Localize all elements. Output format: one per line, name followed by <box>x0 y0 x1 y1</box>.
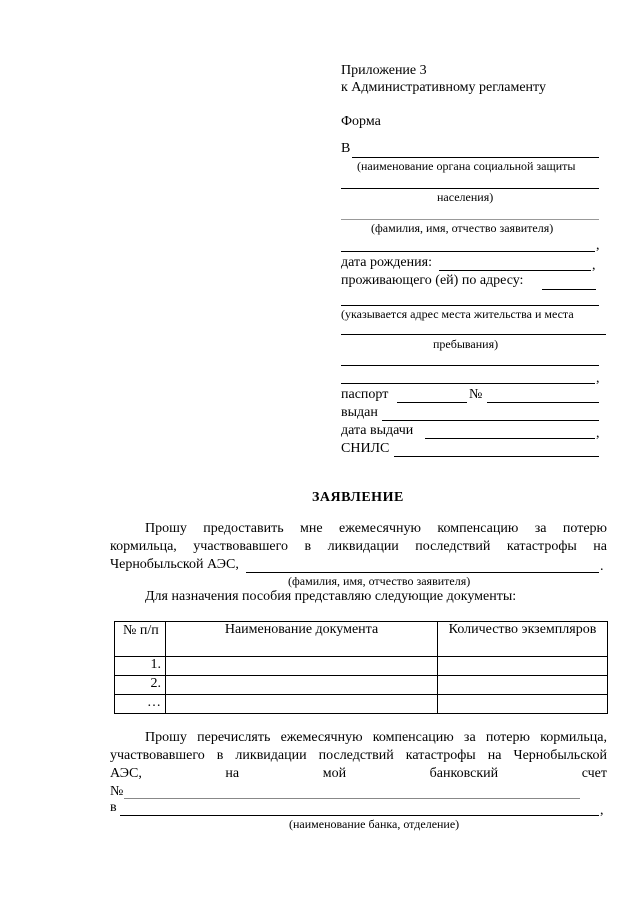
row-num: 1. <box>115 657 166 676</box>
organ-hint-1: (наименование органа социальной защиты <box>357 159 576 173</box>
bank-prefix: в <box>110 800 117 815</box>
comma: , <box>592 258 596 273</box>
comma: , <box>596 371 600 386</box>
period: . <box>600 559 604 574</box>
snils-field[interactable] <box>394 456 599 457</box>
address-field-3[interactable] <box>341 365 599 366</box>
documents-table <box>114 621 608 714</box>
issued-field[interactable] <box>382 420 599 421</box>
organ-hint-2: населения) <box>437 190 494 204</box>
header-count: Количество экземпляров <box>438 622 608 657</box>
account-number-field[interactable] <box>124 798 580 799</box>
applicant-name-field-2[interactable] <box>341 251 595 252</box>
regulation-label: к Административному регламенту <box>341 80 546 95</box>
document-title: ЗАЯВЛЕНИЕ <box>312 490 404 505</box>
docs-intro: Для назначения пособия представляю следующие документы: <box>145 589 517 604</box>
number-sign: № <box>469 387 483 402</box>
para1-line3: Чернобыльской АЭС, <box>110 557 239 572</box>
row-doc-count[interactable] <box>438 657 608 676</box>
table-row <box>115 657 608 676</box>
form-label: Форма <box>341 114 381 129</box>
birth-date-field[interactable] <box>439 270 591 271</box>
address-field[interactable] <box>341 305 599 306</box>
organ-field-2[interactable] <box>341 188 599 189</box>
comma: , <box>596 426 600 441</box>
bank-hint: (наименование банка, отделение) <box>289 817 460 831</box>
to-prefix: В <box>341 141 351 156</box>
passport-number-field[interactable] <box>487 402 599 403</box>
table-row <box>115 695 608 714</box>
para1-line2: кормильца, участвовавшего в ликвидации последствий катастрофы на <box>110 539 607 554</box>
issued-label: выдан <box>341 405 378 420</box>
comma: , <box>596 238 600 253</box>
row-doc-count[interactable] <box>438 676 608 695</box>
address-field-2[interactable] <box>341 334 606 335</box>
issue-date-field[interactable] <box>425 438 595 439</box>
address-field-4[interactable] <box>341 383 595 384</box>
row-num: … <box>115 695 166 714</box>
header-name: Наименование документа <box>166 622 438 657</box>
applicant-name-body-field[interactable] <box>246 572 599 573</box>
para2-line3: АЭС, на мой банковский счет <box>110 766 607 781</box>
account-prefix: № <box>110 784 124 799</box>
para1-line1: Прошу предоставить мне ежемесячную компенсацию за потерю <box>145 521 607 536</box>
passport-series-field[interactable] <box>397 402 467 403</box>
snils-label: СНИЛС <box>341 441 390 456</box>
address-label: проживающего (ей) по адресу: <box>341 273 524 288</box>
applicant-name-body-hint: (фамилия, имя, отчество заявителя) <box>288 574 471 588</box>
para2-line2: участвовавшего в ликвидации последствий катастрофы на Чернобыльской <box>110 748 607 763</box>
row-doc-name[interactable] <box>166 657 438 676</box>
organ-field[interactable] <box>352 157 599 158</box>
address-field-inline[interactable] <box>542 289 596 290</box>
address-hint-1: (указывается адрес места жительства и места <box>341 307 574 321</box>
table-row <box>115 676 608 695</box>
header-num: № п/п <box>115 622 166 657</box>
appendix-label: Приложение 3 <box>341 63 427 78</box>
row-doc-name[interactable] <box>166 695 438 714</box>
row-doc-name[interactable] <box>166 676 438 695</box>
row-doc-count[interactable] <box>438 695 608 714</box>
row-num: 2. <box>115 676 166 695</box>
applicant-name-field[interactable] <box>341 219 599 220</box>
address-hint-2: пребывания) <box>433 337 499 351</box>
table-header-row <box>115 622 608 657</box>
applicant-name-hint: (фамилия, имя, отчество заявителя) <box>371 221 554 235</box>
comma: , <box>600 803 604 818</box>
passport-label: паспорт <box>341 387 389 402</box>
bank-name-field[interactable] <box>120 815 599 816</box>
birth-date-label: дата рождения: <box>341 255 432 270</box>
para2-line1: Прошу перечислять ежемесячную компенсацию за потерю кормильца, <box>145 730 607 745</box>
issue-date-label: дата выдачи <box>341 423 414 438</box>
